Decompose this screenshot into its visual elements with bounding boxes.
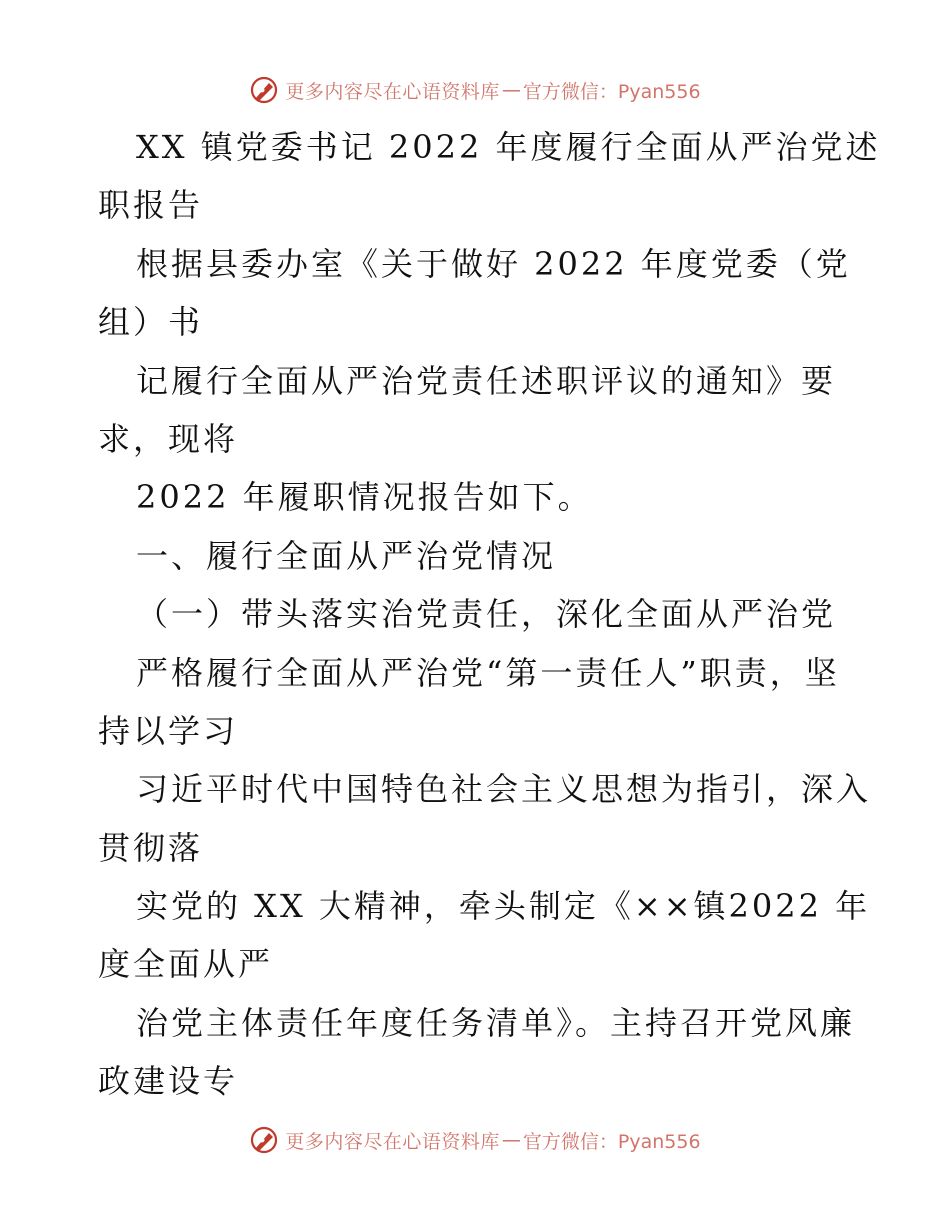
body-line: 记履行全面从严治党责任述职评议的通知》要 <box>136 361 837 400</box>
body-line: 度全面从严 <box>98 945 274 984</box>
body-line: 严格履行全面从严治党“第一责任人”职责，坚 <box>136 653 840 692</box>
body-line: 求，现将 <box>98 419 239 458</box>
body-line: XX 镇党委书记 2022 年度履行全面从严治党述 <box>136 128 881 166</box>
body-line: 根据县委办室《关于做好 2022 年度党委（党 <box>136 244 851 283</box>
body-line: 持以学习 <box>98 711 239 750</box>
body-line: 实党的 XX 大精神，牵头制定《××镇2022 年 <box>136 887 871 926</box>
watermark-text: 更多内容尽在心语资料库 <box>285 1130 500 1153</box>
body-line: 习近平时代中国特色社会主义思想为指引，深入 <box>136 770 872 809</box>
body-line: 政建设专 <box>98 1062 239 1101</box>
body-line: 治党主体责任年度任务清单》。主持召开党风廉 <box>136 1003 856 1042</box>
body-line: 2022 年履职情况报告如下。 <box>136 478 593 517</box>
watermark-separator: — <box>501 79 521 101</box>
pen-circle-logo-icon <box>249 1125 279 1155</box>
body-line: 贯彻落 <box>98 828 204 867</box>
footer-watermark <box>0 1120 950 1160</box>
body-line: 组）书 <box>98 303 204 342</box>
pen-circle-logo-icon <box>249 75 279 105</box>
document-body <box>98 118 881 1111</box>
body-line: 职报告 <box>98 186 204 225</box>
watermark-contact: 官方微信：Pyan556 <box>522 80 701 103</box>
subsection-heading: （一）带头落实治党责任，深化全面从严治党 <box>136 595 837 634</box>
section-heading: 一、履行全面从严治党情况 <box>136 536 557 575</box>
watermark-contact: 官方微信：Pyan556 <box>522 1130 701 1153</box>
watermark-text: 更多内容尽在心语资料库 <box>285 80 500 103</box>
watermark-separator: — <box>501 1129 521 1151</box>
header-watermark <box>0 70 950 110</box>
